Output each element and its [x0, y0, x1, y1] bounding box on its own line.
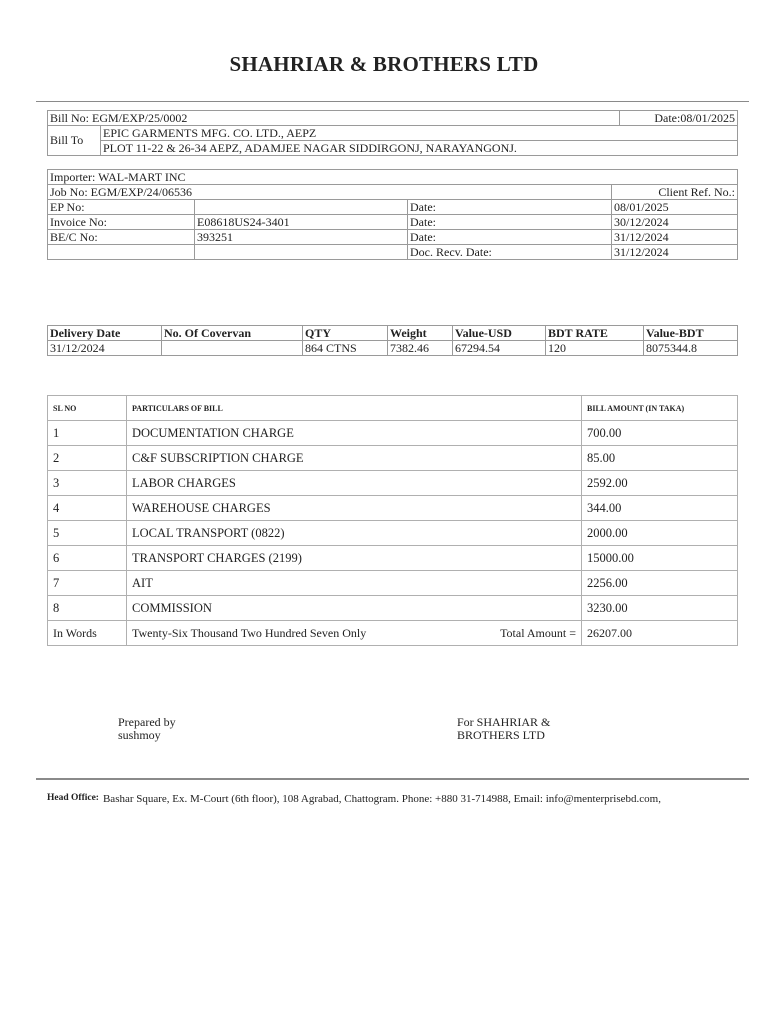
total-amount: 26207.00 [582, 621, 738, 646]
ep-label: EP No: [48, 200, 195, 215]
prepared-by-block [118, 716, 176, 742]
in-words-text: Twenty-Six Thousand Two Hundred Seven Only [132, 625, 367, 640]
row-particular: DOCUMENTATION CHARGE [127, 421, 582, 446]
shipment-header: No. Of Covervan [162, 326, 303, 341]
bec-date: 31/12/2024 [612, 230, 738, 245]
bill-header-amount: BILL AMOUNT (IN TAKA) [582, 396, 738, 421]
table-row [48, 546, 738, 571]
row-particular: LABOR CHARGES [127, 471, 582, 496]
ep-date-label: Date: [408, 200, 612, 215]
shipment-cell: 67294.54 [453, 341, 546, 356]
row-sl: 4 [48, 496, 127, 521]
top-divider [36, 101, 749, 102]
for-company-line2: BROTHERS LTD [457, 728, 545, 742]
shipment-cell: 31/12/2024 [48, 341, 162, 356]
ep-date: 08/01/2025 [612, 200, 738, 215]
row-particular: TRANSPORT CHARGES (2199) [127, 546, 582, 571]
shipment-table [47, 325, 738, 356]
empty-cell [195, 245, 408, 260]
for-company-block [457, 716, 550, 742]
for-company-line1: For SHAHRIAR & [457, 715, 551, 729]
row-sl: 7 [48, 571, 127, 596]
shipment-cell: 120 [546, 341, 644, 356]
table-row [48, 496, 738, 521]
shipment-cell: 7382.46 [388, 341, 453, 356]
row-amount: 2592.00 [582, 471, 738, 496]
invoice-label: Invoice No: [48, 215, 195, 230]
bill-items-table [47, 395, 738, 646]
preparer-name: sushmoy [118, 728, 161, 742]
ep-value [195, 200, 408, 215]
shipment-cell: 8075344.8 [644, 341, 738, 356]
row-sl: 6 [48, 546, 127, 571]
bill-to-line1: EPIC GARMENTS MFG. CO. LTD., AEPZ [101, 126, 738, 141]
row-particular: WAREHOUSE CHARGES [127, 496, 582, 521]
row-amount: 344.00 [582, 496, 738, 521]
in-words-label: In Words [48, 621, 127, 646]
footer [47, 793, 661, 805]
table-row [48, 571, 738, 596]
row-particular: COMMISSION [127, 596, 582, 621]
table-row [48, 421, 738, 446]
table-row [48, 446, 738, 471]
job-no: Job No: EGM/EXP/24/06536 [48, 185, 612, 200]
row-particular: LOCAL TRANSPORT (0822) [127, 521, 582, 546]
shipment-header: Value-USD [453, 326, 546, 341]
footer-address: Bashar Square, Ex. M-Court (6th floor), 108 Agrabad, Chattogram. Phone: +880 31-714988, Email: info@menterprisebd.com, [102, 793, 661, 805]
shipment-cell [162, 341, 303, 356]
prepared-by-label: Prepared by [118, 715, 176, 729]
footer-divider [36, 778, 749, 780]
row-amount: 2000.00 [582, 521, 738, 546]
bec-value: 393251 [195, 230, 408, 245]
bec-label: BE/C No: [48, 230, 195, 245]
shipment-header: Value-BDT [644, 326, 738, 341]
client-ref: Client Ref. No.: [612, 185, 738, 200]
row-amount: 3230.00 [582, 596, 738, 621]
row-sl: 8 [48, 596, 127, 621]
importer: Importer: WAL-MART INC [48, 170, 738, 185]
row-amount: 15000.00 [582, 546, 738, 571]
job-info-table [47, 169, 738, 260]
in-words-cell [127, 621, 582, 646]
invoice-date: 30/12/2024 [612, 215, 738, 230]
row-sl: 3 [48, 471, 127, 496]
shipment-header: BDT RATE [546, 326, 644, 341]
row-sl: 1 [48, 421, 127, 446]
row-sl: 5 [48, 521, 127, 546]
shipment-header: QTY [303, 326, 388, 341]
row-amount: 85.00 [582, 446, 738, 471]
footer-label: Head Office: [47, 793, 99, 803]
shipment-cell: 864 CTNS [303, 341, 388, 356]
row-amount: 700.00 [582, 421, 738, 446]
bill-header-table [47, 110, 738, 156]
doc-recv-label: Doc. Recv. Date: [408, 245, 612, 260]
invoice-value: E08618US24-3401 [195, 215, 408, 230]
total-label: Total Amount = [500, 625, 576, 640]
bill-header-sl: SL NO [48, 396, 127, 421]
bill-no: Bill No: EGM/EXP/25/0002 [48, 111, 620, 126]
row-sl: 2 [48, 446, 127, 471]
row-amount: 2256.00 [582, 571, 738, 596]
table-row [48, 596, 738, 621]
row-particular: AIT [127, 571, 582, 596]
shipment-header: Delivery Date [48, 326, 162, 341]
doc-recv-date: 31/12/2024 [612, 245, 738, 260]
table-row [48, 471, 738, 496]
empty-cell [48, 245, 195, 260]
bill-header-particulars: PARTICULARS OF BILL [127, 396, 582, 421]
bill-to-label: Bill To [48, 126, 101, 156]
row-particular: C&F SUBSCRIPTION CHARGE [127, 446, 582, 471]
invoice-date-label: Date: [408, 215, 612, 230]
company-title: SHAHRIAR & BROTHERS LTD [229, 52, 539, 76]
table-row [48, 521, 738, 546]
shipment-header: Weight [388, 326, 453, 341]
bec-date-label: Date: [408, 230, 612, 245]
bill-to-line2: PLOT 11-22 & 26-34 AEPZ, ADAMJEE NAGAR SIDDIRGONJ, NARAYANGONJ. [101, 141, 738, 156]
total-row [48, 621, 738, 646]
bill-date: Date:08/01/2025 [620, 111, 738, 126]
